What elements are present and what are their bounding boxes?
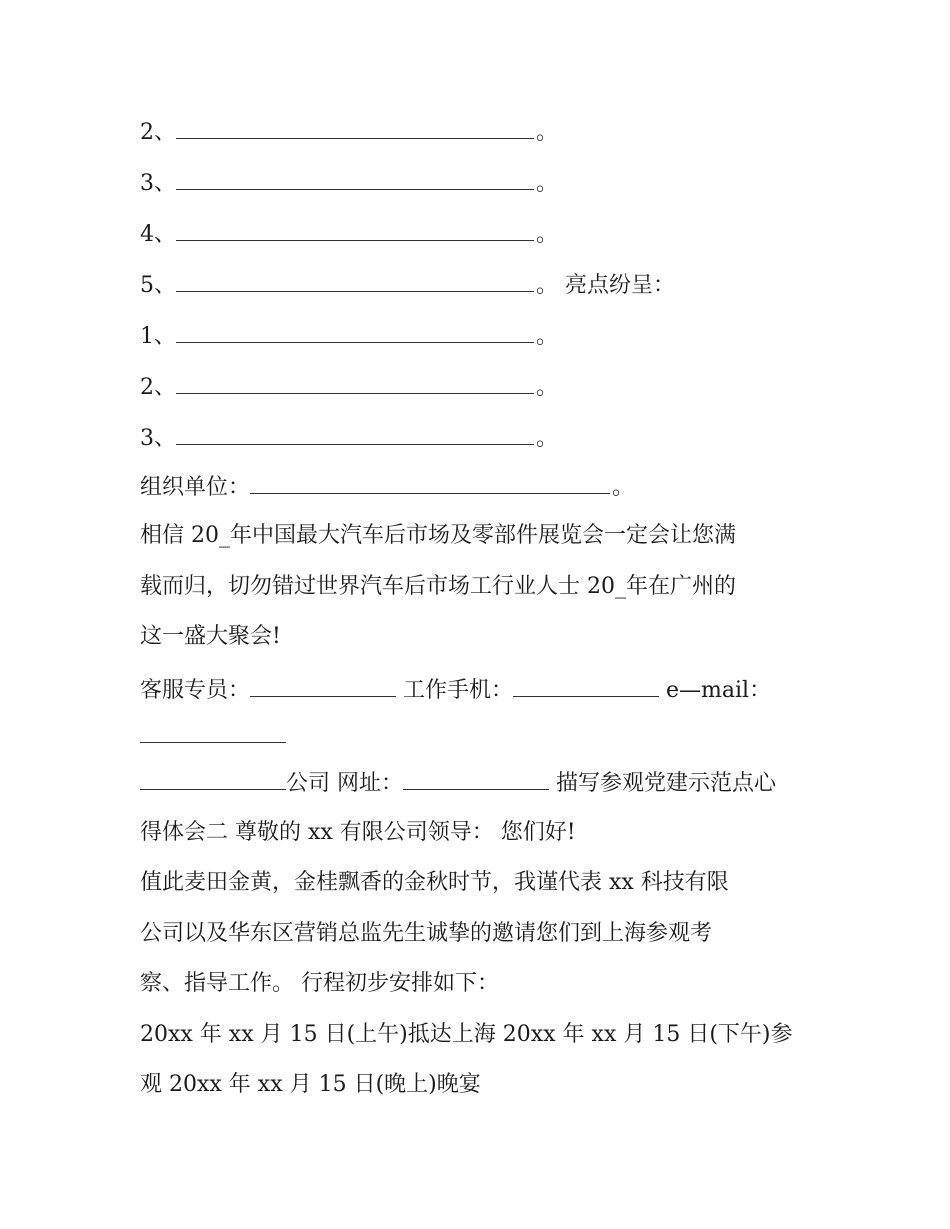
phone-label: 工作手机： bbox=[396, 678, 514, 703]
website-label: 公司 网址： bbox=[286, 771, 403, 796]
company-blank[interactable] bbox=[140, 767, 286, 790]
service-blank[interactable] bbox=[250, 674, 396, 697]
paragraph-line: 公司以及华东区营销总监先生诚挚的邀请您们到上海参观考 bbox=[140, 921, 713, 946]
list-item bbox=[140, 422, 558, 454]
list-item bbox=[140, 269, 675, 301]
fill-blank[interactable] bbox=[176, 218, 534, 241]
list-item bbox=[140, 218, 558, 250]
fill-blank[interactable] bbox=[176, 320, 534, 343]
website-blank[interactable] bbox=[403, 767, 549, 790]
period: 。 bbox=[612, 475, 635, 500]
item-number: 1、 bbox=[140, 324, 176, 349]
organizer-blank[interactable] bbox=[250, 471, 610, 494]
organizer-line bbox=[140, 471, 634, 503]
period: 。 bbox=[536, 324, 559, 349]
paragraph-text: 描写参观党建示范点心 bbox=[549, 771, 776, 796]
paragraph-line: 相信 20_年中国最大汽车后市场及零部件展览会一定会让您满 bbox=[140, 523, 736, 548]
period: 。 bbox=[536, 222, 559, 247]
list-item bbox=[140, 116, 558, 148]
paragraph-line: 得体会二 尊敬的 xx 有限公司领导： 您们好! bbox=[140, 820, 576, 845]
paragraph-line: 这一盛大聚会! bbox=[140, 624, 281, 649]
period: 。 bbox=[536, 426, 559, 451]
email-label: e—mail： bbox=[659, 678, 772, 703]
highlights-heading: 亮点纷呈： bbox=[558, 273, 676, 298]
period: 。 bbox=[536, 273, 559, 298]
item-number: 2、 bbox=[140, 375, 176, 400]
fill-blank[interactable] bbox=[176, 371, 534, 394]
paragraph-line: 载而归，切勿错过世界汽车后市场工行业人士 20_年在广州的 bbox=[140, 574, 736, 599]
list-item bbox=[140, 320, 558, 352]
period: 。 bbox=[536, 120, 559, 145]
contact-line bbox=[140, 720, 286, 752]
list-item bbox=[140, 167, 558, 199]
item-number: 3、 bbox=[140, 171, 176, 196]
item-number: 5、 bbox=[140, 273, 176, 298]
period: 。 bbox=[536, 171, 559, 196]
paragraph-line: 值此麦田金黄，金桂飘香的金秋时节，我谨代表 xx 科技有限 bbox=[140, 870, 729, 895]
paragraph-line: 察、指导工作。 行程初步安排如下： bbox=[140, 971, 499, 996]
organizer-label: 组织单位： bbox=[140, 475, 251, 500]
email-blank[interactable] bbox=[140, 720, 286, 743]
paragraph-line: 观 20xx 年 xx 月 15 日(晚上)晚宴 bbox=[140, 1072, 481, 1097]
fill-blank[interactable] bbox=[176, 167, 534, 190]
paragraph-line: 20xx 年 xx 月 15 日(上午)抵达上海 20xx 年 xx 月 15 日(下午)参 bbox=[140, 1022, 793, 1047]
fill-blank[interactable] bbox=[176, 269, 534, 292]
contact-line bbox=[140, 674, 771, 706]
fill-blank[interactable] bbox=[176, 116, 534, 139]
fill-blank[interactable] bbox=[176, 422, 534, 445]
list-item bbox=[140, 371, 558, 403]
service-label: 客服专员： bbox=[140, 678, 251, 703]
phone-blank[interactable] bbox=[513, 674, 659, 697]
item-number: 3、 bbox=[140, 426, 176, 451]
item-number: 2、 bbox=[140, 120, 176, 145]
item-number: 4、 bbox=[140, 222, 176, 247]
period: 。 bbox=[536, 375, 559, 400]
contact-line bbox=[140, 767, 776, 799]
